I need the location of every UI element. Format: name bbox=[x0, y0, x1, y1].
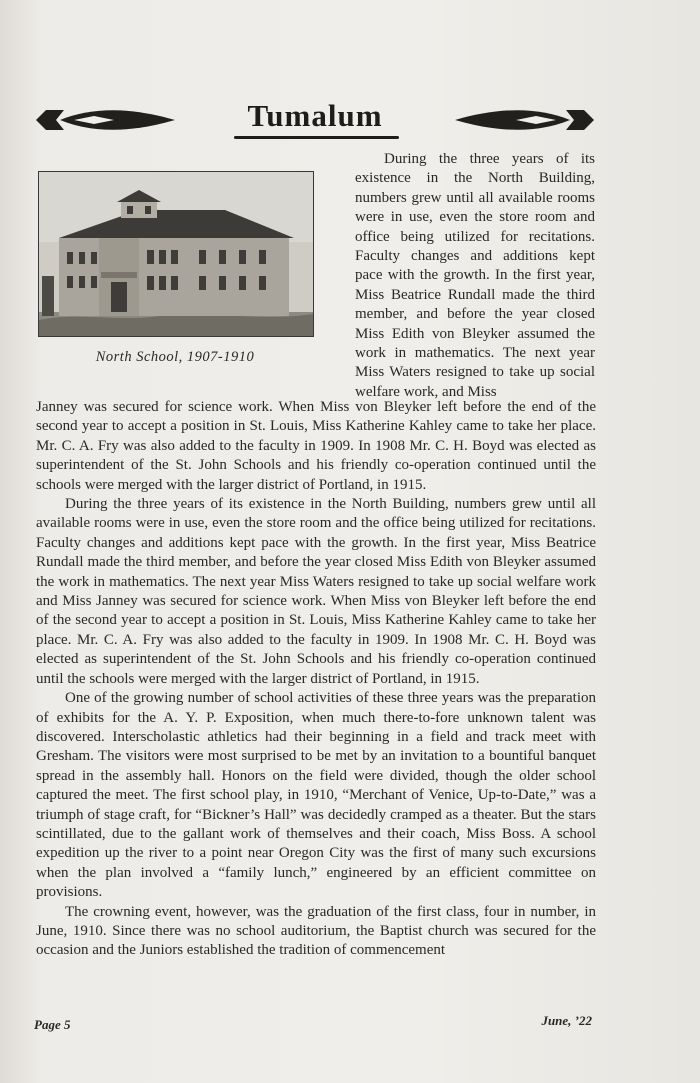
paragraph-4: The crowning event, however, was the graduation of the first class, four in number, in June, 1910. Since there was no school auditorium, the Baptist church was secured for the occasion and the Juniors established the tradition of commencement bbox=[36, 903, 596, 959]
paragraph-3: One of the growing number of school activities of these three years was the preparation of exhibits for the A. Y. P. Exposition, when much there-to-fore unknown talent was discovered. Interscholastic athletics had their beginning in a field and track meet with Gresham. The visitors were most surprised to be met by an invitation to a bountiful banquet spread in the assembly hall. Honors on the field were divided, though the older school captured the meet. The first school play, in 1910, “Merchant of Venice, Up-to-Date,” was a triumph of stage craft, for “Bickner’s Hall” was decidedly cramped as a theater. But the stars scintillated, due to the gallant work of themselves and their coach, Miss Boss. A school expedition up the river to a point near Oregon City was the first of many such excursions when the plan involved a “family lunch,” engineered by an efficient committee on provisions. bbox=[36, 690, 596, 901]
page-header bbox=[34, 98, 596, 142]
title-underline bbox=[234, 136, 399, 139]
north-school-building-image bbox=[39, 172, 313, 336]
intro-paragraph-continued: Janney was secured for science work. When Miss von Bleyker left before the end of the second year to accept a position in St. Louis, Miss Katherine Kahley came to take her place. Mr. C. A. Fry was also added to the faculty in 1909. In 1908 Mr. C. H. Boyd was elected as superintendent of the St. John Schools and his friendly co-operation continued until the schools were merged with the larger district of Portland, in 1915. bbox=[36, 399, 596, 493]
page-number: Page 5 bbox=[34, 1017, 71, 1032]
paragraph-2: During the three years of its existence in the North Building, numbers grew until all available rooms were in use, even the store room and the office being utilized for recitations. Faculty changes and additions kept pace with the growth. In the first year, Miss Beatrice Rundall made the third member, and before the year closed Miss Edith von Bleyker assumed the work in mathematics. The next year Miss Waters resigned to take up social welfare work and Miss Janney was secured for science work. When Miss von Bleyker left before the end of the second year to accept a position in St. Louis, Miss Katherine Kahley came to take her place. Mr. C. A. Fry was also added to the faculty in 1909. In 1908 Mr. C. H. Boyd was elected as superintendent of the St. John Schools and his friendly co-operation continued until the schools were merged with the larger district of Portland, in 1915. bbox=[36, 496, 596, 687]
intro-paragraph-start: During the three years of its existence in the North Building, numbers grew until all available rooms were in use, even the store room and office being utilized for recitations. Faculty changes and additions kept pace with the growth. In the first year, Miss Beatrice Rundall made the third member, and before the year closed Miss Edith von Bleyker assumed the work in mathematics. The next year Miss Waters resigned to take up social welfare work, and Miss bbox=[355, 151, 595, 400]
issue-date: June, ’22 bbox=[541, 1013, 592, 1028]
page-title: Tumalum bbox=[247, 98, 383, 133]
school-photo bbox=[38, 171, 314, 337]
arrow-right-ornament bbox=[454, 104, 596, 136]
photo-caption: North School, 1907-1910 bbox=[95, 349, 255, 365]
main-text-column bbox=[36, 398, 596, 961]
intro-right-column bbox=[355, 150, 595, 402]
